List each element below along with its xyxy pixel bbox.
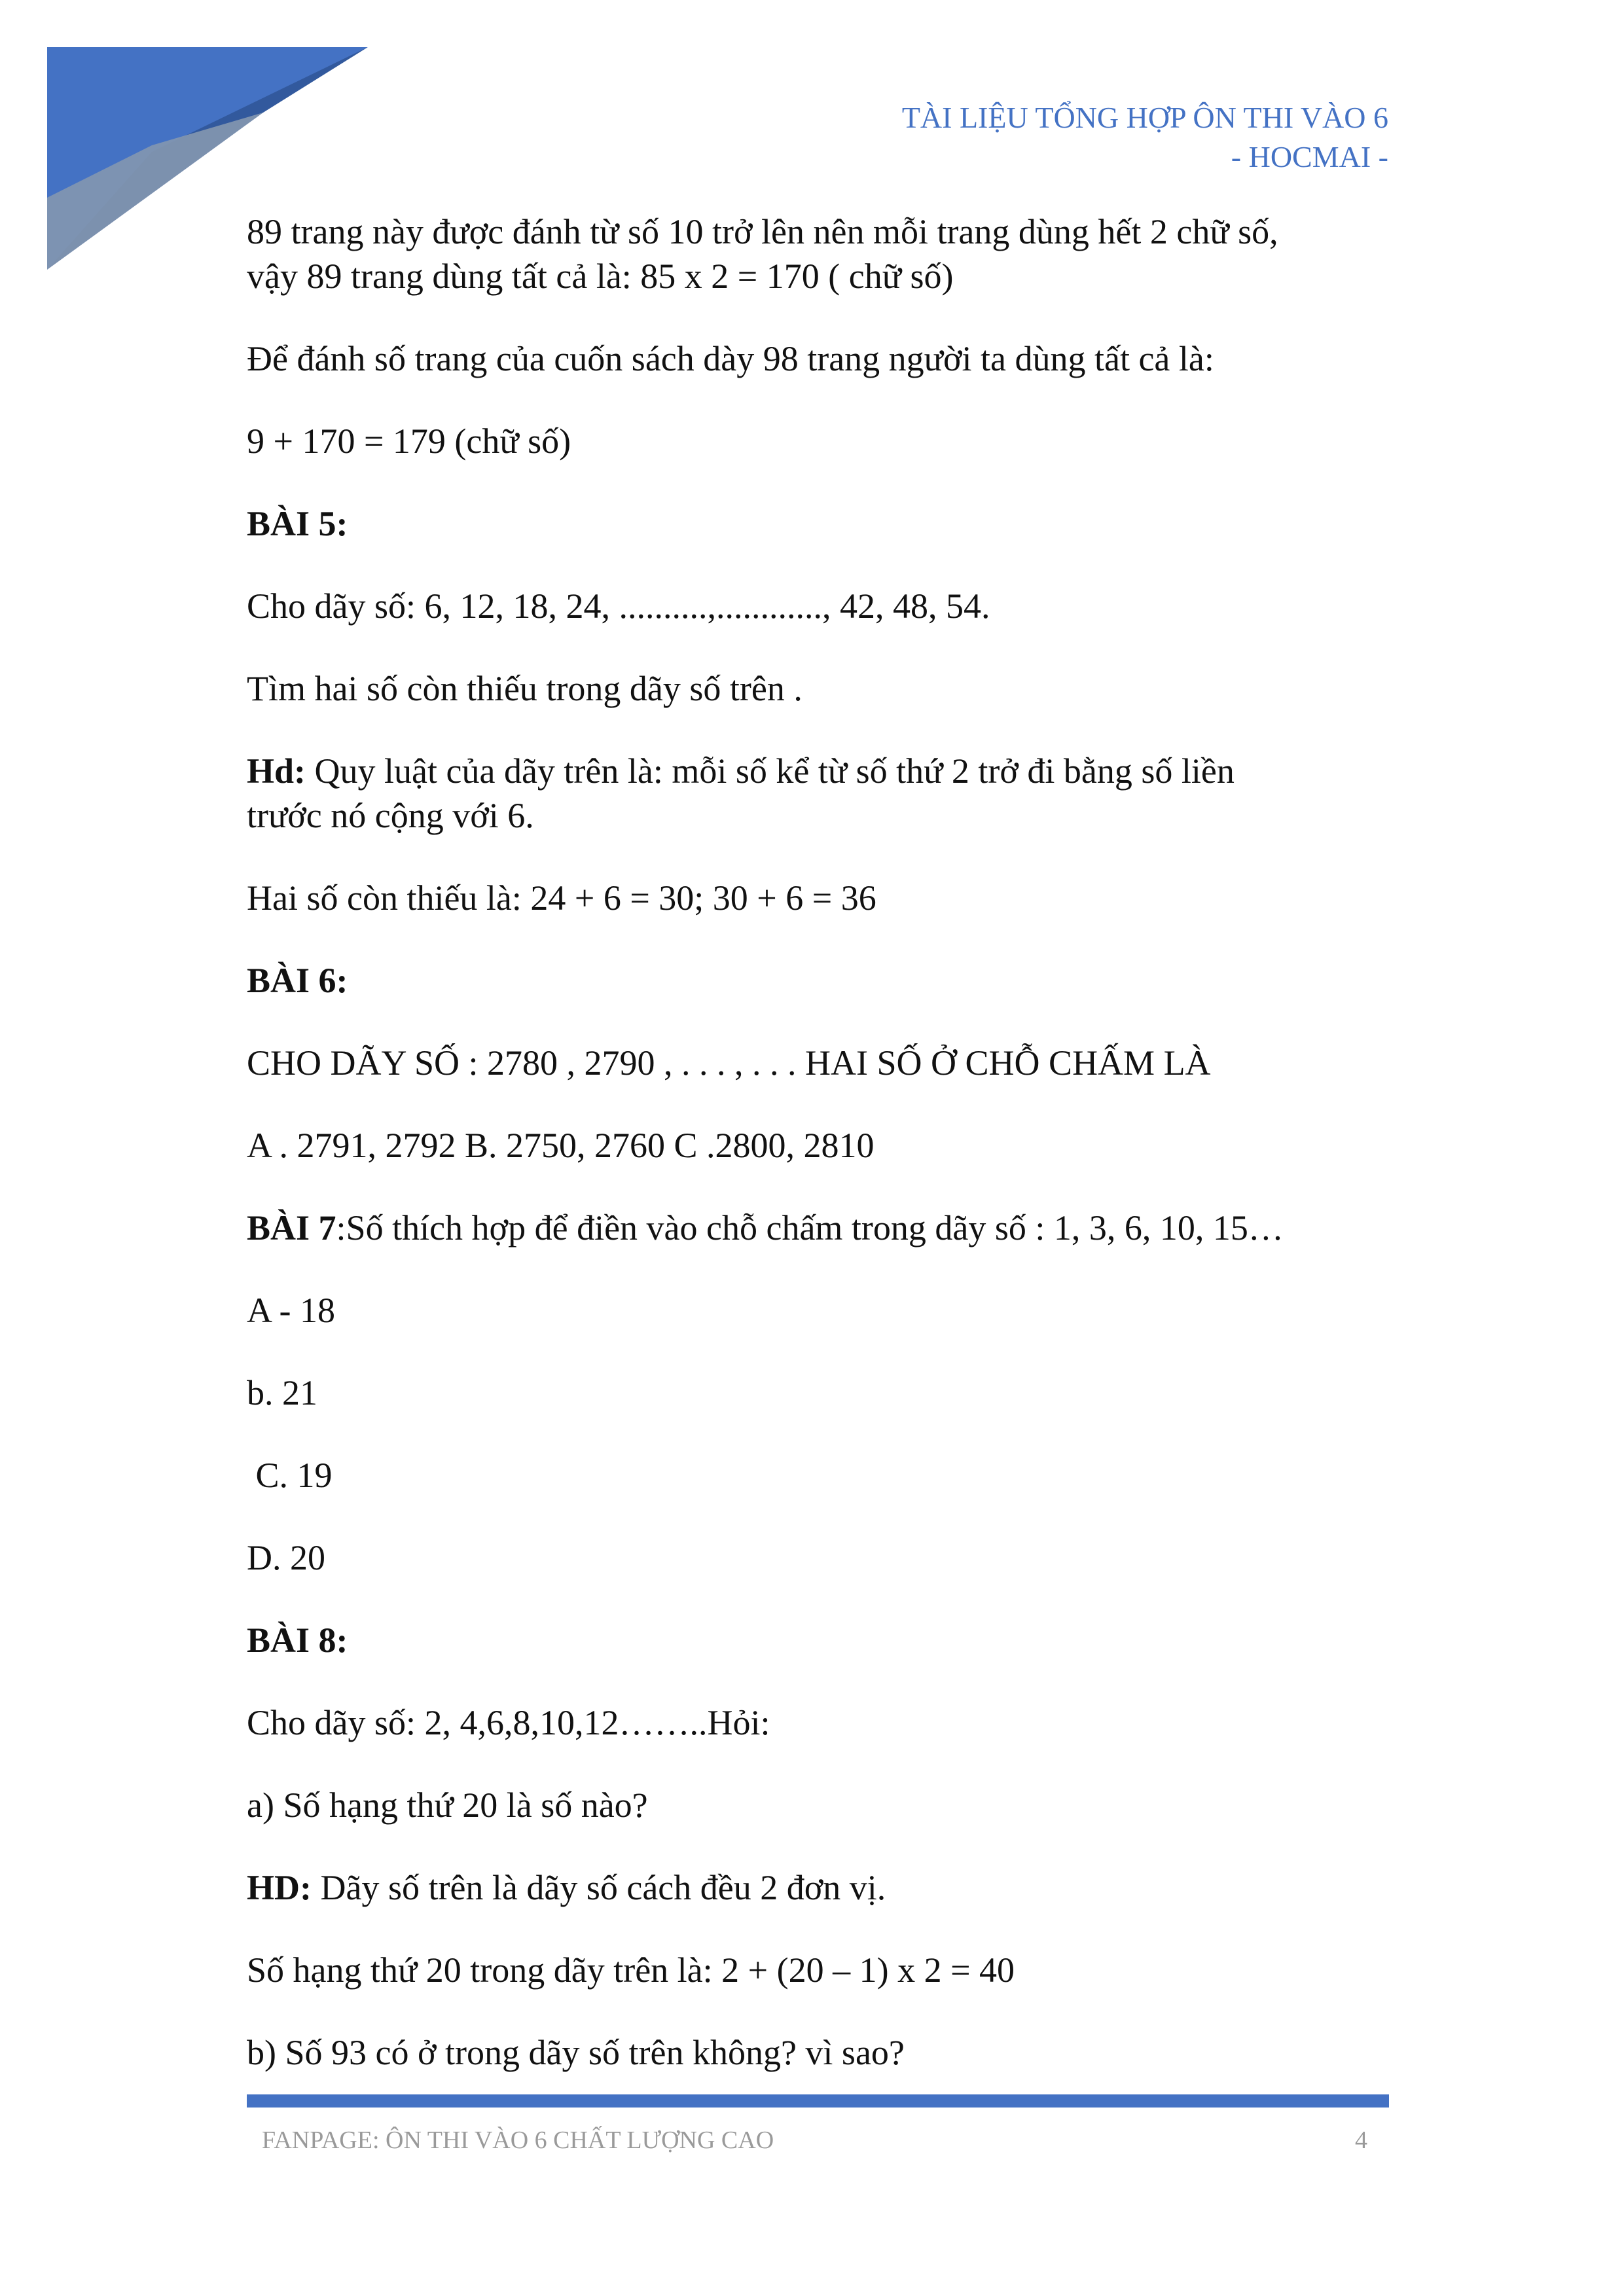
paragraph <box>247 1865 1399 1910</box>
header-subtitle: - HOCMAI - <box>1231 140 1388 173</box>
paragraph: 89 trang này được đánh từ số 10 trở lên nên mỗi trang dùng hết 2 chữ số, <box>247 212 1278 251</box>
paragraph: CHO DÃY SỐ : 2780 , 2790 , . . . , . . . HAI SỐ Ở CHỖ CHẤM LÀ <box>247 1043 1211 1083</box>
heading-text: BÀI 5: <box>247 504 348 543</box>
option-d: D. 20 <box>247 1538 325 1577</box>
page-header <box>902 98 1388 177</box>
paragraph: a) Số hạng thứ 20 là số nào? <box>247 1785 648 1825</box>
paragraph: 9 + 170 = 179 (chữ số) <box>247 422 571 461</box>
heading-text: BÀI 6: <box>247 961 348 1000</box>
paragraph: Tìm hai số còn thiếu trong dãy số trên . <box>247 669 803 708</box>
hint-label: Hd: <box>247 751 306 791</box>
paragraph: Hai số còn thiếu là: 24 + 6 = 30; 30 + 6 = 36 <box>247 878 876 918</box>
paragraph: Số hạng thứ 20 trong dãy trên là: 2 + (20 – 1) x 2 = 40 <box>247 1950 1015 1990</box>
paragraph: Cho dãy số: 6, 12, 18, 24, ..........,............, 42, 48, 54. <box>247 586 990 626</box>
heading-text: BÀI 8: <box>247 1621 348 1660</box>
hint-text: Quy luật của dãy trên là: mỗi số kể từ số thứ 2 trở đi bằng số liền <box>306 751 1235 791</box>
header-title: TÀI LIỆU TỔNG HỢP ÔN THI VÀO 6 <box>901 101 1388 134</box>
exercise-heading <box>247 958 1399 1003</box>
hint-label: HD: <box>247 1868 312 1907</box>
option-c: C. 19 <box>247 1456 333 1495</box>
page-number: 4 <box>1355 2126 1367 2154</box>
paragraph <box>247 749 1399 793</box>
paragraph <box>247 1206 1399 1250</box>
paragraph: b) Số 93 có ở trong dãy số trên không? vì sao? <box>247 2033 905 2072</box>
exercise-heading <box>247 1618 1399 1662</box>
paragraph: vậy 89 trang dùng tất cả là: 85 x 2 = 170 ( chữ số) <box>247 257 954 296</box>
question-text: :Số thích hợp để điền vào chỗ chấm trong dãy số : 1, 3, 6, 10, 15… <box>336 1208 1284 1247</box>
heading-text: BÀI 7 <box>247 1208 336 1247</box>
exercise-heading <box>247 501 1399 546</box>
paragraph: Để đánh số trang của cuốn sách dày 98 trang người ta dùng tất cả là: <box>247 339 1214 378</box>
option-b: b. 21 <box>247 1373 317 1412</box>
paragraph: trước nó cộng với 6. <box>247 796 534 835</box>
option-a: A - 18 <box>247 1291 335 1330</box>
hint-text: Dãy số trên là dãy số cách đều 2 đơn vị. <box>311 1868 886 1907</box>
footer-fanpage: FANPAGE: ÔN THI VÀO 6 CHẤT LƯỢNG CAO <box>262 2126 774 2154</box>
paragraph: A . 2791, 2792 B. 2750, 2760 C .2800, 2810 <box>247 1126 875 1165</box>
document-body <box>247 209 1399 2075</box>
paragraph: Cho dãy số: 2, 4,6,8,10,12……..Hỏi: <box>247 1703 770 1742</box>
footer-divider <box>247 2094 1389 2108</box>
